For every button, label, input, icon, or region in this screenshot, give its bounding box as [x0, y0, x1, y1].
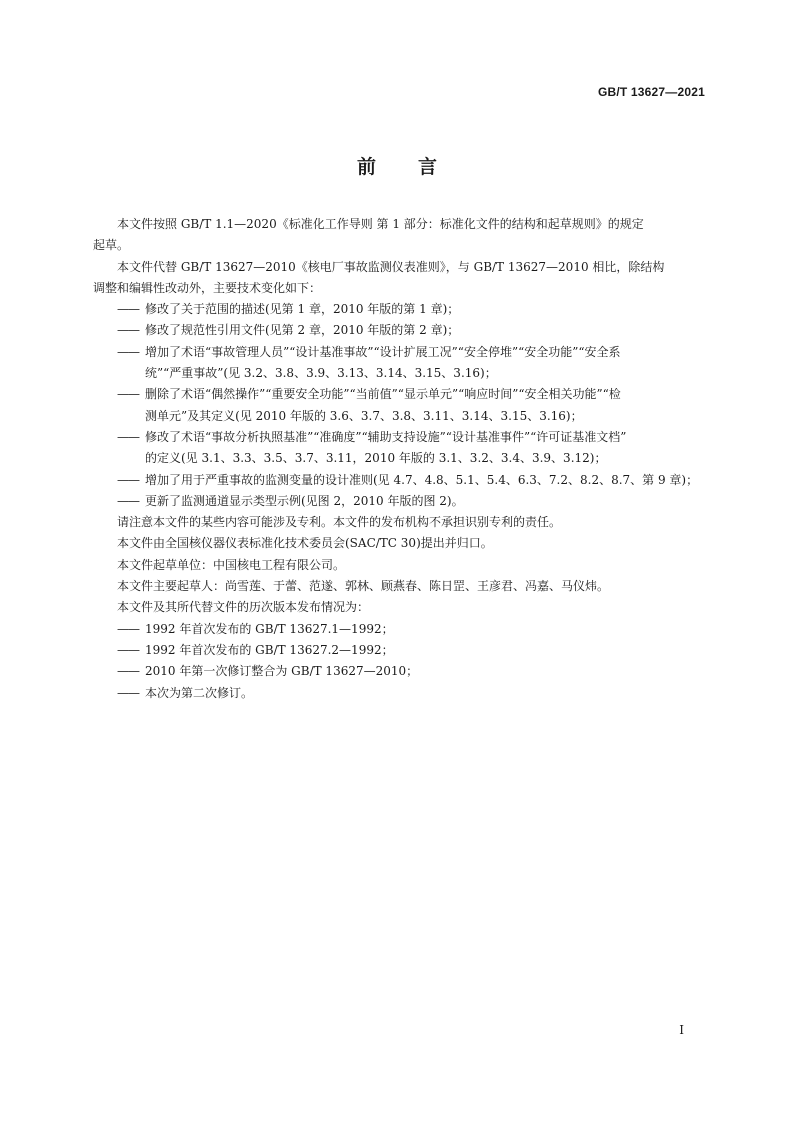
dash-marker: —— [117, 429, 139, 444]
paragraph-drafting-rule [93, 214, 707, 257]
list-item [117, 299, 707, 320]
page-number: I [679, 1023, 684, 1037]
dash-marker: —— [117, 472, 139, 487]
foreword-body [93, 214, 707, 704]
dash-marker: —— [117, 664, 139, 679]
list-item-text: 1992 年首次发布的 GB/T 13627.2—1992； [145, 642, 394, 657]
list-item [117, 470, 707, 491]
list-item-text: 增加了术语“事故管理人员”“设计基准事故”“设计扩展工况”“安全停堆”“安全功能”“安全系 [145, 344, 621, 359]
committee-note: 本文件由全国核仪器仪表标准化技术委员会(SAC/TC 30)提出并归口。 [117, 536, 493, 551]
page-title [0, 152, 794, 179]
paragraph-line: 调整和编辑性改动外，主要技术变化如下： [93, 280, 322, 295]
list-item-text: 修改了术语“事故分析执照基准”“准确度”“辅助支持设施”“设计基准事件”“许可证基准文档” [145, 429, 627, 444]
history-intro: 本文件及其所代替文件的历次版本发布情况为： [117, 600, 370, 615]
dash-marker: —— [117, 493, 139, 508]
dash-marker: —— [117, 387, 139, 402]
list-item-text: 1992 年首次发布的 GB/T 13627.1—1992； [145, 621, 394, 636]
dash-marker: —— [117, 685, 139, 700]
list-item-text: 更新了监测通道显示类型示例(见图 2，2010 年版的图 2)。 [145, 493, 464, 508]
patent-note: 请注意本文件的某些内容可能涉及专利。本文件的发布机构不承担识别专利的责任。 [117, 515, 562, 530]
drafters-note: 本文件主要起草人：尚雪莲、于蕾、范遂、郭林、顾燕春、陈日罡、王彦君、冯嘉、马仪炜。 [117, 579, 610, 594]
list-item [117, 320, 707, 341]
list-item [117, 683, 707, 704]
list-item [117, 491, 707, 512]
paragraph-line: 本文件代替 GB/T 13627—2010《核电厂事故监测仪表准则》，与 GB/T 13627—2010 相比，除结构 [117, 259, 665, 274]
list-item-text-cont: 测单元”及其定义(见 2010 年版的 3.6、3.7、3.8、3.11、3.14、3.15、3.16)； [145, 408, 583, 423]
dash-marker: —— [117, 642, 139, 657]
dash-marker: —— [117, 344, 139, 359]
title-char-2: 言 [418, 156, 438, 178]
list-item-text: 2010 年第一次修订整合为 GB/T 13627—2010； [145, 664, 419, 679]
list-item [117, 661, 707, 682]
list-item [117, 427, 707, 470]
list-item [117, 640, 707, 661]
paragraph-replacement [93, 257, 707, 300]
list-item-text: 修改了关于范围的描述(见第 1 章，2010 年版的第 1 章)； [145, 302, 460, 317]
paragraph-line: 起草。 [93, 238, 130, 253]
list-item-text: 本次为第二次修订。 [145, 685, 254, 700]
dash-marker: —— [117, 323, 139, 338]
paragraph-line: 本文件按照 GB/T 1.1—2020《标准化工作导则 第 1 部分：标准化文件的结构和起草规则》的规定 [117, 217, 644, 231]
list-item-text-cont: 的定义(见 3.1、3.3、3.5、3.7、3.11，2010 年版的 3.1、3.2、3.4、3.9、3.12)； [145, 451, 607, 466]
list-item [117, 384, 707, 427]
standard-code: GB/T 13627—2021 [597, 85, 705, 99]
history-list [117, 619, 707, 704]
list-item-text: 增加了用于严重事故的监测变量的设计准则(见 4.7、4.8、5.1、5.4、6.3、7.2、8.2、8.7、第 9 章)； [145, 472, 699, 487]
list-item [117, 342, 707, 385]
list-item-text: 删除了术语“偶然操作”“重要安全功能”“当前值”“显示单元”“响应时间”“安全相关功能”“检 [145, 387, 621, 402]
list-item-text: 修改了规范性引用文件(见第 2 章，2010 年版的第 2 章)； [145, 323, 460, 338]
drafting-unit-note: 本文件起草单位：中国核电工程有限公司。 [117, 557, 346, 572]
title-char-1: 前 [356, 156, 376, 178]
dash-marker: —— [117, 302, 139, 317]
list-item-text-cont: 统”“严重事故”(见 3.2、3.8、3.9、3.13、3.14、3.15、3.16)； [145, 366, 497, 381]
changes-list [117, 299, 707, 512]
dash-marker: —— [117, 621, 139, 636]
list-item [117, 619, 707, 640]
